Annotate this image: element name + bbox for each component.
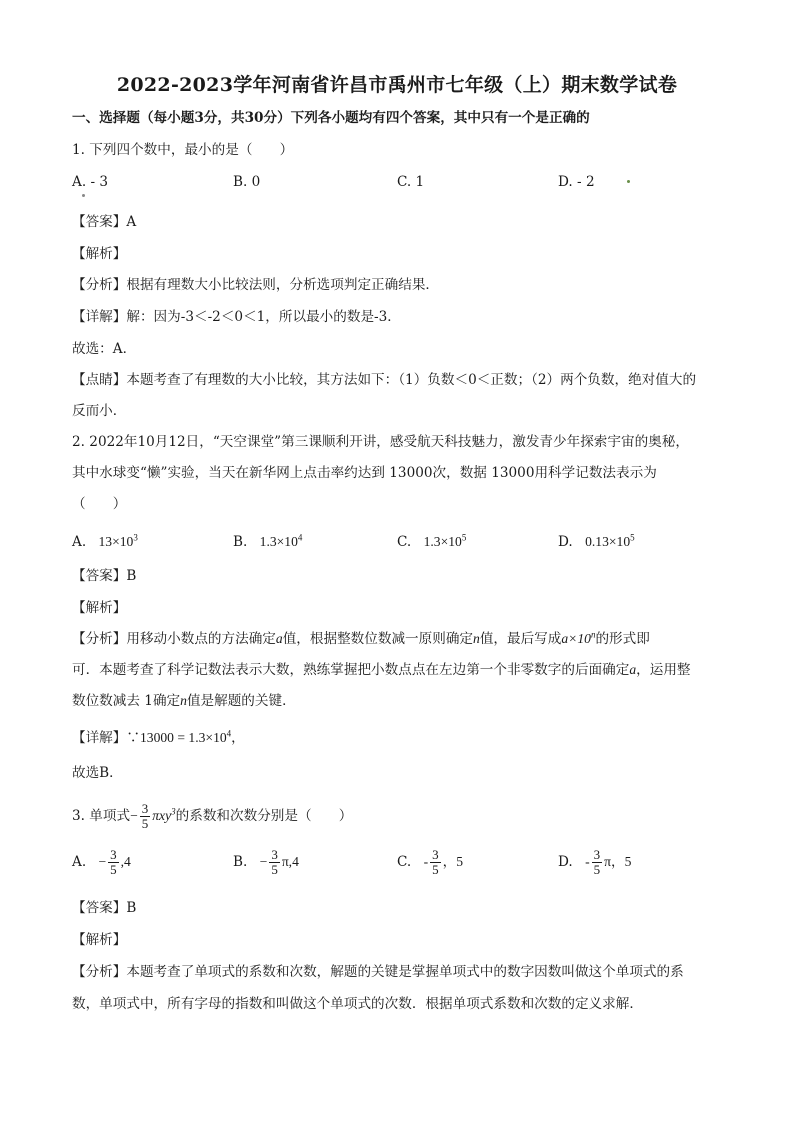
option-value: 1.3×10 (423, 534, 462, 549)
option-label: D. (558, 534, 573, 550)
math-fraction (592, 848, 603, 877)
q2-stem-line1: 2. 2022年10月12日，“天空课堂”第三课顺利开讲，感受航天科技魅力，激发青少年探索宇宙的奥秘， (72, 434, 689, 450)
option-exponent: 3 (133, 532, 138, 543)
q2-fenxi-line1 (72, 629, 650, 649)
q1-stem: 1. 下列四个数中，最小的是（ ） (72, 142, 294, 158)
section-heading: 一、选择题（每小题3分，共30分）下列各小题均有四个答案，其中只有一个是正确的 (72, 110, 590, 126)
text-run: 数位数减去 1确定 (72, 693, 181, 709)
q1-option-a: A. - 3 (72, 174, 109, 190)
fraction-denominator: 5 (110, 862, 117, 877)
option-label: B. (233, 534, 248, 550)
q2-stem-line2: 其中水球变“懒”实验，当天在新华网上点击率约达到 13000次，数据 13000用科学记数法表示为 (72, 465, 657, 481)
math-exponent: 3 (171, 806, 176, 817)
text-run: 值，最后写成 (479, 631, 562, 647)
math-var: n (180, 693, 187, 708)
math-sign: − (259, 854, 268, 869)
text-run: 的形式即 (595, 631, 650, 647)
option-tail: π，5 (604, 854, 632, 869)
text-run: 【详解】∵ (72, 730, 140, 746)
q2-fenxi-line2 (72, 660, 691, 680)
math-var: a (629, 662, 637, 677)
q2-detail (72, 728, 245, 748)
text-run: 值是解题的关键． (186, 693, 296, 709)
q2-analysis-label: 【解析】 (72, 600, 127, 616)
q1-option-d: D. - 2 (558, 174, 595, 190)
option-value: 1.3×10 (259, 534, 298, 549)
q1-fenxi: 【分析】根据有理数大小比较法则，分析选项判定正确结果． (72, 277, 440, 293)
q1-dianjing-line2: 反而小． (72, 403, 127, 419)
stray-mark (82, 194, 85, 197)
math-fraction (430, 848, 441, 877)
q1-choose: 故选：A． (72, 341, 137, 357)
option-label: A. (72, 534, 87, 550)
fraction-denominator: 5 (593, 862, 601, 877)
q2-answer: 【答案】B (72, 568, 137, 584)
q2-option-d (558, 532, 635, 552)
text-run: 【分析】用移动小数点的方法确定 (72, 631, 276, 647)
text-run: 的系数和次数分别是（ ） (175, 808, 353, 824)
q2-option-a (72, 532, 138, 552)
option-label: A. (72, 854, 87, 870)
q3-fenxi-line1: 【分析】本题考查了单项式的系数和次数，解题的关键是掌握单项式中的数字因数叫做这个单项式的系 (72, 964, 684, 980)
q1-option-b: B. 0 (233, 174, 261, 190)
fraction-numerator: 3 (271, 847, 278, 862)
q3-option-b (233, 842, 299, 882)
fraction-numerator: 3 (110, 847, 117, 862)
option-label: B. (233, 854, 248, 870)
option-tail: ,4 (120, 854, 131, 869)
math-sign: − (130, 808, 138, 823)
q2-option-c (397, 532, 466, 552)
math-exponent: n (590, 629, 596, 640)
text-run: 3. 单项式 (72, 808, 131, 824)
option-label: D. (558, 854, 573, 870)
fraction-numerator: 3 (432, 847, 439, 862)
fraction-denominator: 5 (432, 862, 439, 877)
page-title: 2022-2023学年河南省许昌市禹州市七年级（上）期末数学试卷 (116, 74, 678, 96)
fraction-numerator: 3 (141, 801, 149, 816)
text-run: ， (231, 730, 245, 746)
math-var: a (275, 631, 283, 646)
q2-stem-line3: （ ） (72, 496, 127, 512)
math-sign: - (585, 854, 590, 869)
text-run: 可．本题考查了科学记数法表示大数，熟练掌握把小数点点在左边第一个非零数字的后面确定 (72, 662, 630, 678)
option-exponent: 5 (630, 532, 635, 543)
q3-option-d (558, 842, 631, 882)
q3-option-c (397, 842, 463, 882)
math-exponent: 4 (226, 728, 232, 739)
math-expr: a×10 (561, 631, 591, 646)
math-expr: 13000 = 1.3×10 (139, 730, 227, 745)
text-run: ，运用整 (636, 662, 691, 678)
math-var: πxy (152, 808, 172, 823)
option-tail: π,4 (281, 854, 299, 869)
math-fraction (140, 802, 151, 831)
q3-fenxi-line2: 数，单项式中，所有字母的指数和叫做这个单项式的次数．根据单项式系数和次数的定义求解． (72, 996, 643, 1012)
q3-analysis-label: 【解析】 (72, 932, 127, 948)
math-sign: - (423, 854, 429, 869)
option-label: C. (397, 534, 412, 550)
fraction-denominator: 5 (141, 816, 149, 831)
q1-answer: 【答案】A (72, 214, 137, 230)
option-label: C. (397, 854, 412, 870)
option-exponent: 4 (297, 532, 303, 543)
math-fraction (108, 848, 119, 877)
math-sign: − (98, 854, 107, 869)
option-exponent: 5 (461, 532, 467, 543)
q3-option-a (72, 842, 131, 882)
q3-answer: 【答案】B (72, 900, 137, 916)
q2-choose: 故选B． (72, 765, 123, 781)
q1-detail: 【详解】解：因为-3＜-2＜0＜1，所以最小的数是-3． (72, 309, 401, 325)
q1-analysis-label: 【解析】 (72, 246, 127, 262)
q1-option-c: C. 1 (397, 174, 425, 190)
q3-stem (72, 794, 352, 838)
option-tail: ，5 (442, 854, 463, 869)
text-run: 值，根据整数位数减一原则确定 (282, 631, 474, 647)
math-fraction (269, 848, 280, 877)
option-value: 0.13×10 (585, 534, 631, 549)
q2-fenxi-line3 (72, 691, 296, 711)
q1-dianjing-line1: 【点睛】本题考查了有理数的大小比较，其方法如下：（1）负数＜0＜正数；（2）两个负数，绝对值大的 (72, 372, 697, 388)
option-value: 13×10 (98, 534, 134, 549)
fraction-denominator: 5 (271, 862, 278, 877)
q2-option-b (233, 532, 302, 552)
fraction-numerator: 3 (593, 847, 601, 862)
math-var: n (473, 631, 480, 646)
stray-mark (627, 180, 630, 183)
